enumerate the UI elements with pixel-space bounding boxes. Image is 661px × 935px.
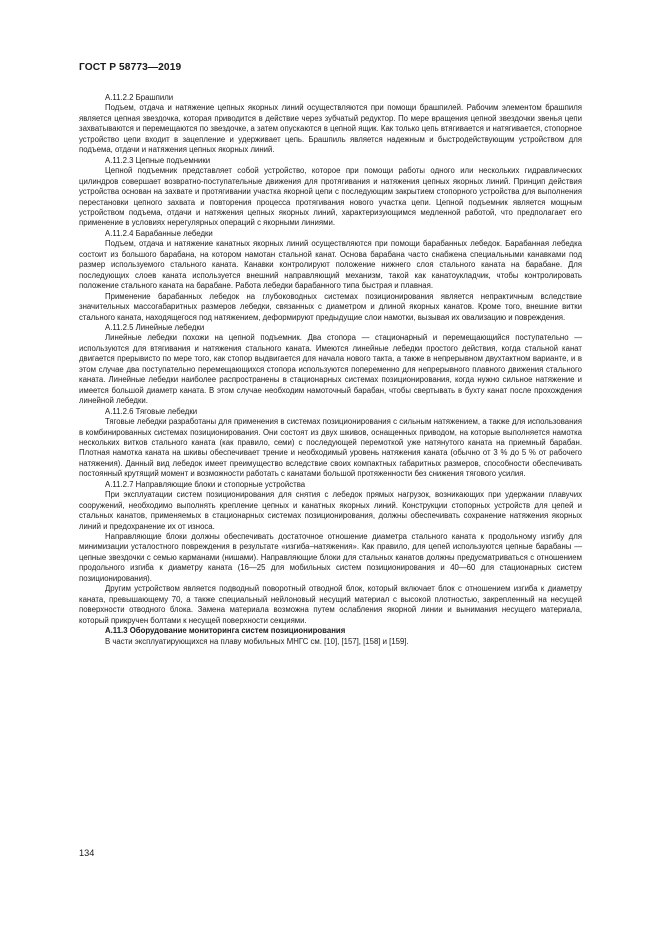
standard-header: ГОСТ Р 58773—2019 xyxy=(79,62,182,73)
page-number: 134 xyxy=(79,848,95,858)
page-content xyxy=(79,93,582,647)
section-heading-traction-winches: А.11.2.6 Тяговые лебедки xyxy=(105,406,198,416)
paragraph-fairleads-3: Другим устройством является подводный поворотный отводной блок, который включает блок с отношением изгиба к диаметру каната, превышающему 70, а также специальный нейлоновый несущий материал с высокой плотностью, закрепленный на несущей поверхности отводного блока. Замена материала возможна путем ослабления якорной линии и вынимания несущего материала, который прикручен болтами к несущей поверхности секциями. xyxy=(79,584,582,625)
paragraph-traction-winches: Тяговые лебедки разработаны для применения в системах позиционирования с сильным натяжением, а также для использования в комбинированных системах позиционирования. Они состоят из двух шкивов, оснащенных приводом, на которые выполняется намотка нескольких витков стального каната (как правило, семи) с последующей перемоткой уже натянутого каната на приемный барабан. Плотная намотка каната на шкивы обеспечивает трение и необходимый уровень натяжения каната (обычно от 3 % до 5 % от рабочего натяжения). Данный вид лебедок имеет преимущество вследствие своих компактных габаритных размеров, способности обеспечивать постоянный крутящий момент и возможности работать с канатами большой протяженности без снижения тягового усилия. xyxy=(79,417,582,479)
section-heading-brashpili: А.11.2.2 Брашпили xyxy=(105,93,174,102)
section-heading-drum-winches: А.11.2.4 Барабанные лебедки xyxy=(105,228,213,238)
section-heading-linear-winches: А.11.2.5 Линейные лебедки xyxy=(105,322,205,332)
section-heading-fairleads-stoppers: А.11.2.7 Направляющие блоки и стопорные устройства xyxy=(105,479,306,489)
section-heading-chain-hoists: А.11.2.3 Цепные подъемники xyxy=(105,155,211,165)
section-heading-monitoring: А.11.3 Оборудование мониторинга систем позиционирования xyxy=(105,626,346,636)
paragraph-chain-hoists: Цепной подъемник представляет собой устройство, которое при помощи работы одного или нескольких гидравлических цилиндров совершает возвратно-поступательные движения для протягивания и натяжения цепных якорных линий. Принцип действия устройства основан на захвате и протягивании участка якорной цепи с последующим закрытием стопорного устройства для выполнения перестановки цепного захвата и повторения процесса протягивания нового участка цепи. Цепной подъемник является мощным устройством подъема, отдачи и натяжения цепных якорных линий, характеризующимся медленной работой, что предполагает его применение в условиях нерегулярных операций с якорными линиями. xyxy=(79,166,582,228)
paragraph-brashpili: Подъем, отдача и натяжение цепных якорных линий осуществляются при помощи брашпилей. Рабочим элементом брашпиля является цепная звездочка, которая приводится в действие через зубчатый редуктор. По мере вращения цепной звездочки звенья цепи захватываются и перемещаются по звездочке, а затем опускаются в цепной ящик. Как только цепь втягивается и натягивается, стопорное устройство цепи входит в зацепление и удерживает цепь. Брашпиль является надежным и быстродействующим устройством для подъема, отдачи и натяжения цепных якорных линий. xyxy=(79,103,582,155)
paragraph-fairleads-1: При эксплуатации систем позиционирования для снятия с лебедок прямых нагрузок, возникающих при удержании плавучих сооружений, необходимо выполнять крепление цепных и канатных якорных линий. Конструкции стопорных устройств для цепей и стальных канатов, применяемых в стационарных системах позиционирования, должны обеспечивать сохранение натяжения якорных линий и предохранение их от износа. xyxy=(79,490,582,531)
paragraph-drum-winches-2: Применение барабанных лебедок на глубоководных системах позиционирования является непрактичным вследствие значительных массогабаритных размеров лебедки, связанных с диаметром и длиной якорных канатов. Кроме того, внешние витки стального каната, находящегося под натяжением, деформируют предыдущие слои намотки, вызывая их овализацию и повреждения. xyxy=(79,291,582,322)
paragraph-linear-winches: Линейные лебедки похожи на цепной подъемник. Два стопора — стационарный и перемещающийся поступательно — используются для втягивания и натяжения стального каната. Имеются линейные лебедки простого действия, когда стальной канат двигается прерывисто по мере того, как стопор выдвигается для начала нового такта, а также в непрерывном двухтактном варианте, и в этом случае два поступательно перемещающихся стопора используются попеременно для непрерывного плавного движения стального каната. Линейные лебедки наиболее распространены в стационарных системах позиционирования, когда нужно сильное натяжение и имеется большой диаметр каната. В этом случае необходим намоточный барабан, чтобы свертывать в бухту канат после прохождения линейной лебедки. xyxy=(79,333,582,406)
paragraph-drum-winches-1: Подъем, отдача и натяжение канатных якорных линий осуществляются при помощи барабанных лебедок. Барабанная лебедка состоит из большого барабана, на котором намотан стальной канат. Основа барабана часто снабжена специальными канавками под размер используемого стального каната. Канавки контролируют положение нижнего слоя стального каната на барабане. Для последующих слоев каната используется внешний направляющий механизм, такой как канатоукладчик, чтобы контролировать положение стального каната на барабане. Работа лебедки барабанного типа быстрая и плавная. xyxy=(79,239,582,291)
paragraph-monitoring-references: В части эксплуатирующихся на плаву мобильных МНГС см. [10], [157], [158] и [159]. xyxy=(105,636,409,646)
paragraph-fairleads-2: Направляющие блоки должны обеспечивать достаточное отношение диаметра стального каната к продольному изгибу для минимизации усталостного повреждения в результате «изгиба–натяжения». Как правило, для цепей используются цепные барабаны — цепные звездочки с семью карманами (нишами). Направляющие блоки для стальных канатов должны предусматриваться с отношением продольного изгиба к диаметру каната (16—25 для мобильных систем позиционирования и 40—60 для стационарных систем позиционирования). xyxy=(79,532,582,583)
